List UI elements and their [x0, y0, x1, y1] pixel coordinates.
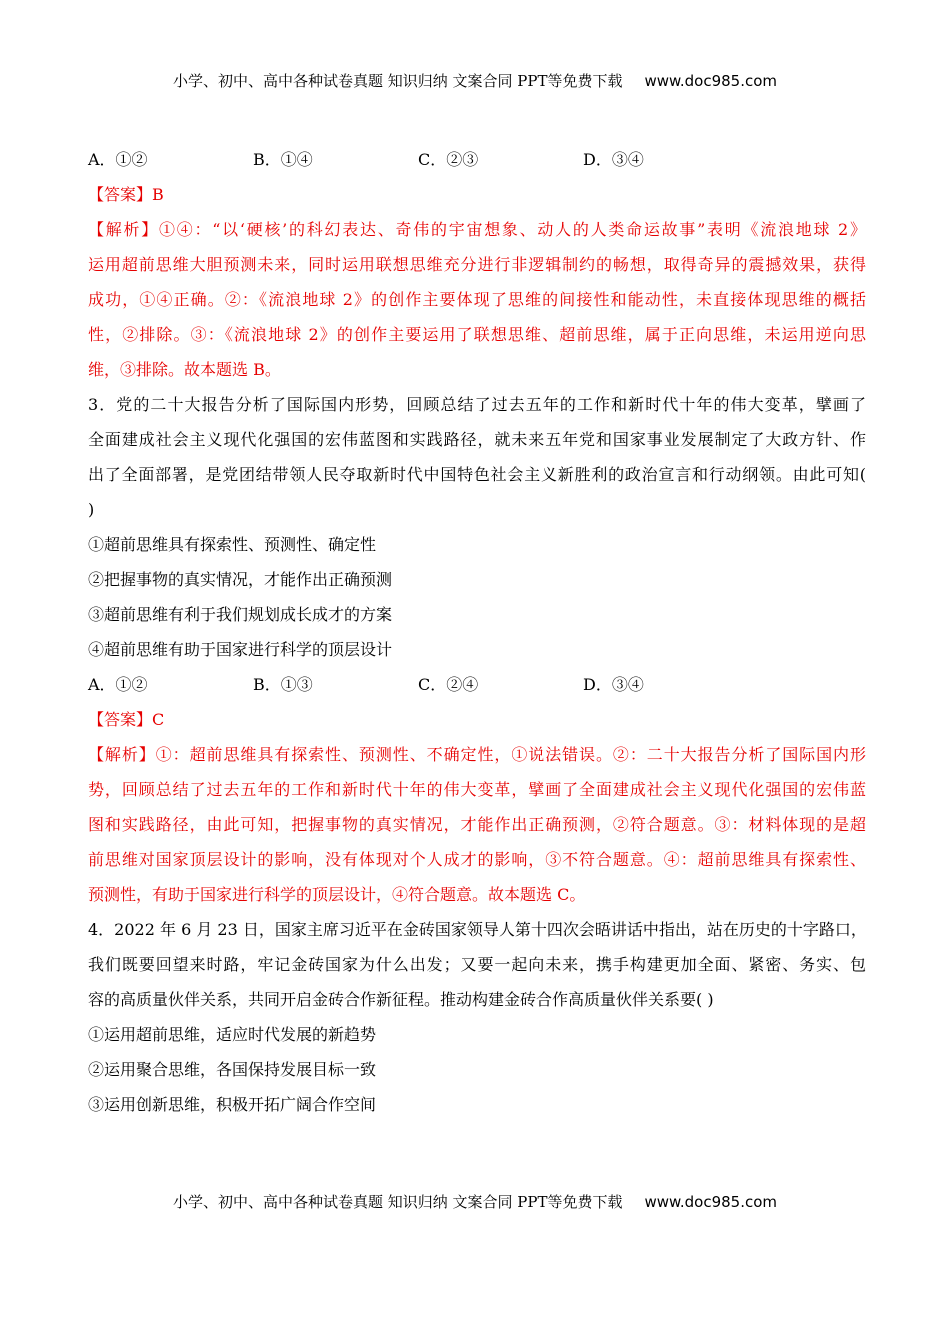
q3-stem-line: ) — [88, 500, 95, 519]
q4-item: ③运用创新思维，积极开拓广阔合作空间 — [88, 1095, 377, 1114]
q4-stem-line: 我们既要回望来时路，牢记金砖国家为什么出发；又要一起向未来，携手构建更加全面、紧密、务实、包 — [88, 955, 866, 974]
q3-item: ③超前思维有利于我们规划成长成才的方案 — [88, 605, 393, 624]
q2-option-b: B．①④ — [253, 150, 313, 169]
q3-analysis-line: 前思维对国家顶层设计的影响，没有体现对个人成才的影响，③不符合题意。④：超前思维具有探索性、 — [88, 850, 866, 869]
header-text: 小学、初中、高中各种试卷真题 知识归纳 文案合同 PPT等免费下载 — [172, 72, 623, 90]
footer-text: 小学、初中、高中各种试卷真题 知识归纳 文案合同 PPT等免费下载 — [172, 1193, 623, 1211]
q2-answer: 【答案】B — [88, 185, 164, 204]
footer-site-link[interactable]: www.doc985.com — [644, 1193, 778, 1211]
q3-analysis-line: 【解析】①：超前思维具有探索性、预测性、不确定性，①说法错误。②：二十大报告分析了国际国内形 — [88, 745, 866, 764]
q3-option-a: A．①② — [88, 675, 148, 694]
page-footer — [0, 1191, 950, 1212]
q3-option-b: B．①③ — [253, 675, 313, 694]
q4-item: ①运用超前思维，适应时代发展的新趋势 — [88, 1025, 377, 1044]
q3-stem-line: 出了全面部署，是党团结带领人民夺取新时代中国特色社会主义新胜利的政治宣言和行动纲领。由此可知( — [88, 465, 866, 484]
q3-analysis-line: 预测性，有助于国家进行科学的顶层设计，④符合题意。故本题选 C。 — [88, 885, 586, 904]
q3-stem-line: 全面建成社会主义现代化强国的宏伟蓝图和实践路径，就未来五年党和国家事业发展制定了大政方针、作 — [88, 430, 866, 449]
q2-analysis-line: 性，②排除。③：《流浪地球 2》的创作主要运用了联想思维、超前思维，属于正向思维，未运用逆向思 — [88, 325, 866, 344]
q2-options — [88, 142, 866, 177]
q4-stem-line: 容的高质量伙伴关系，共同开启金砖合作新征程。推动构建金砖合作高质量伙伴关系要( ) — [88, 990, 714, 1009]
page-header — [0, 70, 950, 91]
q3-stem-line: 3．党的二十大报告分析了国际国内形势，回顾总结了过去五年的工作和新时代十年的伟大变革，擘画了 — [88, 395, 866, 414]
header-site-link[interactable]: www.doc985.com — [644, 72, 778, 90]
q3-option-c: C．②④ — [418, 675, 479, 694]
q2-analysis-line: 成功，①④正确。②：《流浪地球 2》的创作主要体现了思维的间接性和能动性，未直接体现思维的概括 — [88, 290, 866, 309]
q4-item: ②运用聚合思维，各国保持发展目标一致 — [88, 1060, 377, 1079]
document-body — [88, 142, 866, 1122]
q3-item: ②把握事物的真实情况，才能作出正确预测 — [88, 570, 393, 589]
q2-analysis-line: 维，③排除。故本题选 B。 — [88, 360, 281, 379]
q2-option-d: D．③④ — [583, 150, 644, 169]
q3-item: ④超前思维有助于国家进行科学的顶层设计 — [88, 640, 393, 659]
q2-analysis-line: 【解析】①④：“以‘硬核’的科幻表达、奇伟的宇宙想象、动人的人类命运故事”表明《流浪地球 2》 — [88, 220, 866, 239]
q3-answer: 【答案】C — [88, 710, 165, 729]
q2-option-c: C．②③ — [418, 150, 479, 169]
q3-option-d: D．③④ — [583, 675, 644, 694]
q2-analysis-line: 运用超前思维大胆预测未来，同时运用联想思维充分进行非逻辑制约的畅想，取得奇异的震撼效果，获得 — [88, 255, 866, 274]
q3-options — [88, 667, 866, 702]
q3-analysis-line: 图和实践路径，由此可知，把握事物的真实情况，才能作出正确预测，②符合题意。③：材料体现的是超 — [88, 815, 866, 834]
q4-stem-line: 4．2022 年 6 月 23 日，国家主席习近平在金砖国家领导人第十四次会晤讲话中指出，站在历史的十字路口， — [88, 920, 867, 939]
q3-item: ①超前思维具有探索性、预测性、确定性 — [88, 535, 377, 554]
q2-option-a: A．①② — [88, 150, 148, 169]
q3-analysis-line: 势，回顾总结了过去五年的工作和新时代十年的伟大变革，擘画了全面建成社会主义现代化强国的宏伟蓝 — [88, 780, 866, 799]
